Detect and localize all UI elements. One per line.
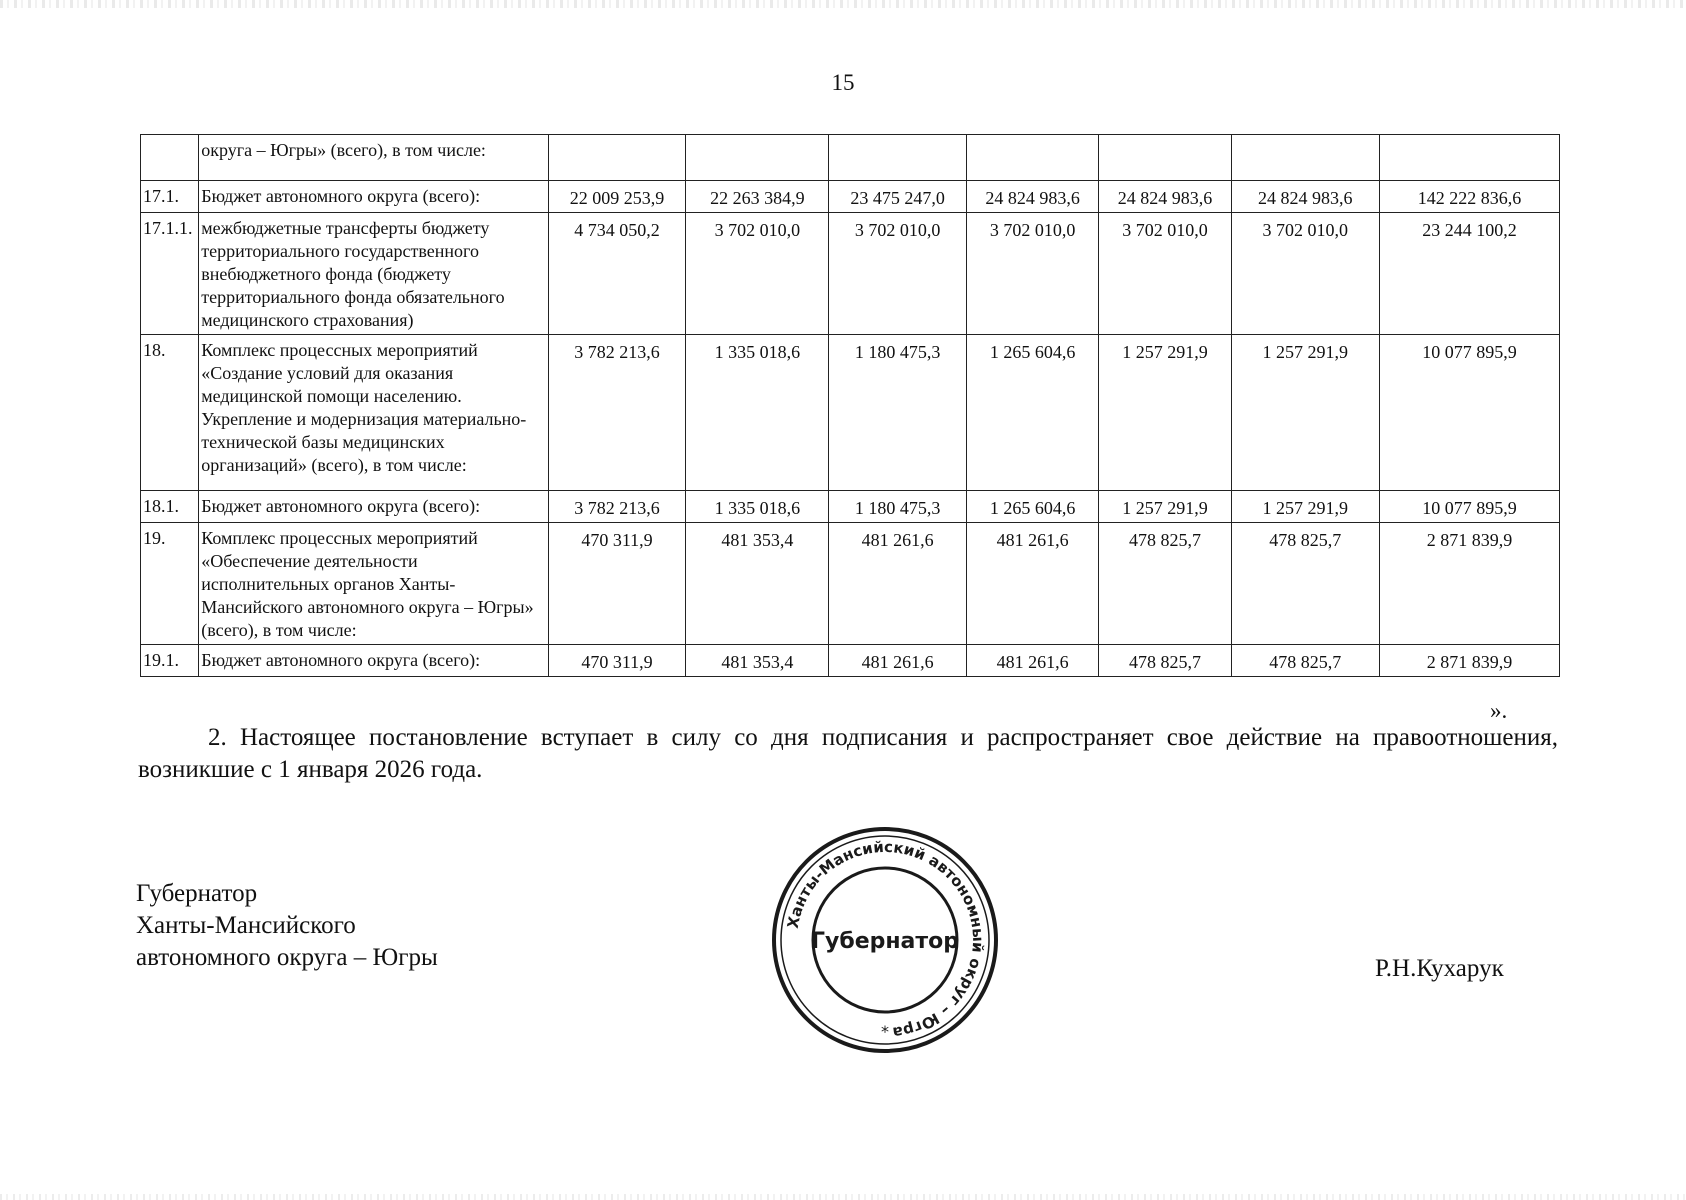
row-value: 470 311,9: [548, 645, 686, 677]
row-value: [1231, 135, 1379, 181]
row-name: Комплекс процессных мероприятий «Создание условий для оказания медицинской помощи населению. Укрепление и модернизация материально-технической базы медицинских организаций» (всего), в том числе:: [199, 335, 548, 491]
row-value: 3 702 010,0: [829, 213, 967, 335]
row-code: 17.1.: [141, 181, 199, 213]
table-row: [141, 491, 1560, 523]
row-name: Комплекс процессных мероприятий «Обеспечение деятельности исполнительных органов Ханты-Мансийского автономного округа – Югры» (всего), в том числе:: [199, 523, 548, 645]
seal-ring-text: Ханты-Мансийский автономный округ – Югра: [783, 837, 988, 1042]
signer-title-line: Ханты-Мансийского: [136, 912, 356, 939]
row-value: 481 261,6: [829, 645, 967, 677]
row-value: 2 871 839,9: [1379, 523, 1559, 645]
signer-title: [136, 878, 438, 974]
row-name: Бюджет автономного округа (всего):: [199, 645, 548, 677]
seal-center-text: Губернатор: [810, 929, 960, 954]
row-value: [548, 135, 686, 181]
scan-edge-top: [0, 0, 1686, 8]
row-value: [1099, 135, 1231, 181]
row-value: 478 825,7: [1099, 523, 1231, 645]
row-value: 481 261,6: [829, 523, 967, 645]
row-code: 18.: [141, 335, 199, 491]
row-value: 3 702 010,0: [1231, 213, 1379, 335]
budget-table: [140, 134, 1560, 677]
row-value: 478 825,7: [1099, 645, 1231, 677]
row-value: 10 077 895,9: [1379, 491, 1559, 523]
signer-title-line: автономного округа – Югры: [136, 944, 438, 971]
row-value: 24 824 983,6: [966, 181, 1098, 213]
row-value: 1 180 475,3: [829, 335, 967, 491]
row-value: 481 261,6: [966, 523, 1098, 645]
row-code: [141, 135, 199, 181]
signer-title-line: Губернатор: [136, 880, 258, 907]
row-value: 4 734 050,2: [548, 213, 686, 335]
official-seal: [770, 825, 1000, 1055]
scan-edge-bottom: [0, 1194, 1686, 1200]
seal-star-mark: *: [881, 1022, 889, 1041]
row-value: 481 353,4: [686, 523, 829, 645]
table-row: [141, 213, 1560, 335]
row-code: 18.1.: [141, 491, 199, 523]
row-value: 1 335 018,6: [686, 335, 829, 491]
row-value: 142 222 836,6: [1379, 181, 1559, 213]
row-value: 3 702 010,0: [1099, 213, 1231, 335]
table-row: [141, 523, 1560, 645]
row-name: Бюджет автономного округа (всего):: [199, 491, 548, 523]
page-number: 15: [831, 70, 855, 95]
row-code: 17.1.1.: [141, 213, 199, 335]
row-value: 23 475 247,0: [829, 181, 967, 213]
row-value: [829, 135, 967, 181]
row-value: 470 311,9: [548, 523, 686, 645]
row-value: 3 782 213,6: [548, 335, 686, 491]
row-code: 19.1.: [141, 645, 199, 677]
row-value: 23 244 100,2: [1379, 213, 1559, 335]
row-value: 481 353,4: [686, 645, 829, 677]
closing-quote: ».: [1490, 698, 1508, 723]
row-value: 1 257 291,9: [1099, 335, 1231, 491]
row-value: 478 825,7: [1231, 523, 1379, 645]
row-value: [686, 135, 829, 181]
row-name: округа – Югры» (всего), в том числе:: [199, 135, 548, 181]
row-value: 1 265 604,6: [966, 491, 1098, 523]
row-value: 478 825,7: [1231, 645, 1379, 677]
table-row: [141, 335, 1560, 491]
budget-table-body: [141, 135, 1560, 677]
row-value: 1 257 291,9: [1231, 491, 1379, 523]
row-code: 19.: [141, 523, 199, 645]
row-value: [966, 135, 1098, 181]
table-row: [141, 645, 1560, 677]
row-value: 481 261,6: [966, 645, 1098, 677]
row-value: 22 263 384,9: [686, 181, 829, 213]
row-name: межбюджетные трансферты бюджету территориального государственного внебюджетного фонда (бюджету территориального фонда обязательного медицинского страхования): [199, 213, 548, 335]
row-value: 3 702 010,0: [966, 213, 1098, 335]
signer-name: Р.Н.Кухарук: [1375, 955, 1504, 982]
row-value: 24 824 983,6: [1231, 181, 1379, 213]
row-name: Бюджет автономного округа (всего):: [199, 181, 548, 213]
table-row: [141, 181, 1560, 213]
row-value: 22 009 253,9: [548, 181, 686, 213]
row-value: 1 180 475,3: [829, 491, 967, 523]
row-value: 1 257 291,9: [1099, 491, 1231, 523]
row-value: 1 335 018,6: [686, 491, 829, 523]
row-value: 3 782 213,6: [548, 491, 686, 523]
table-row: [141, 135, 1560, 181]
row-value: 2 871 839,9: [1379, 645, 1559, 677]
clause-2-text: 2. Настоящее постановление вступает в силу со дня подписания и распространяет свое действие на правоотношения, возникшие с 1 января 2026 года.: [138, 724, 1558, 783]
row-value: 1 265 604,6: [966, 335, 1098, 491]
row-value: 3 702 010,0: [686, 213, 829, 335]
row-value: 10 077 895,9: [1379, 335, 1559, 491]
row-value: 1 257 291,9: [1231, 335, 1379, 491]
row-value: 24 824 983,6: [1099, 181, 1231, 213]
row-value: [1379, 135, 1559, 181]
